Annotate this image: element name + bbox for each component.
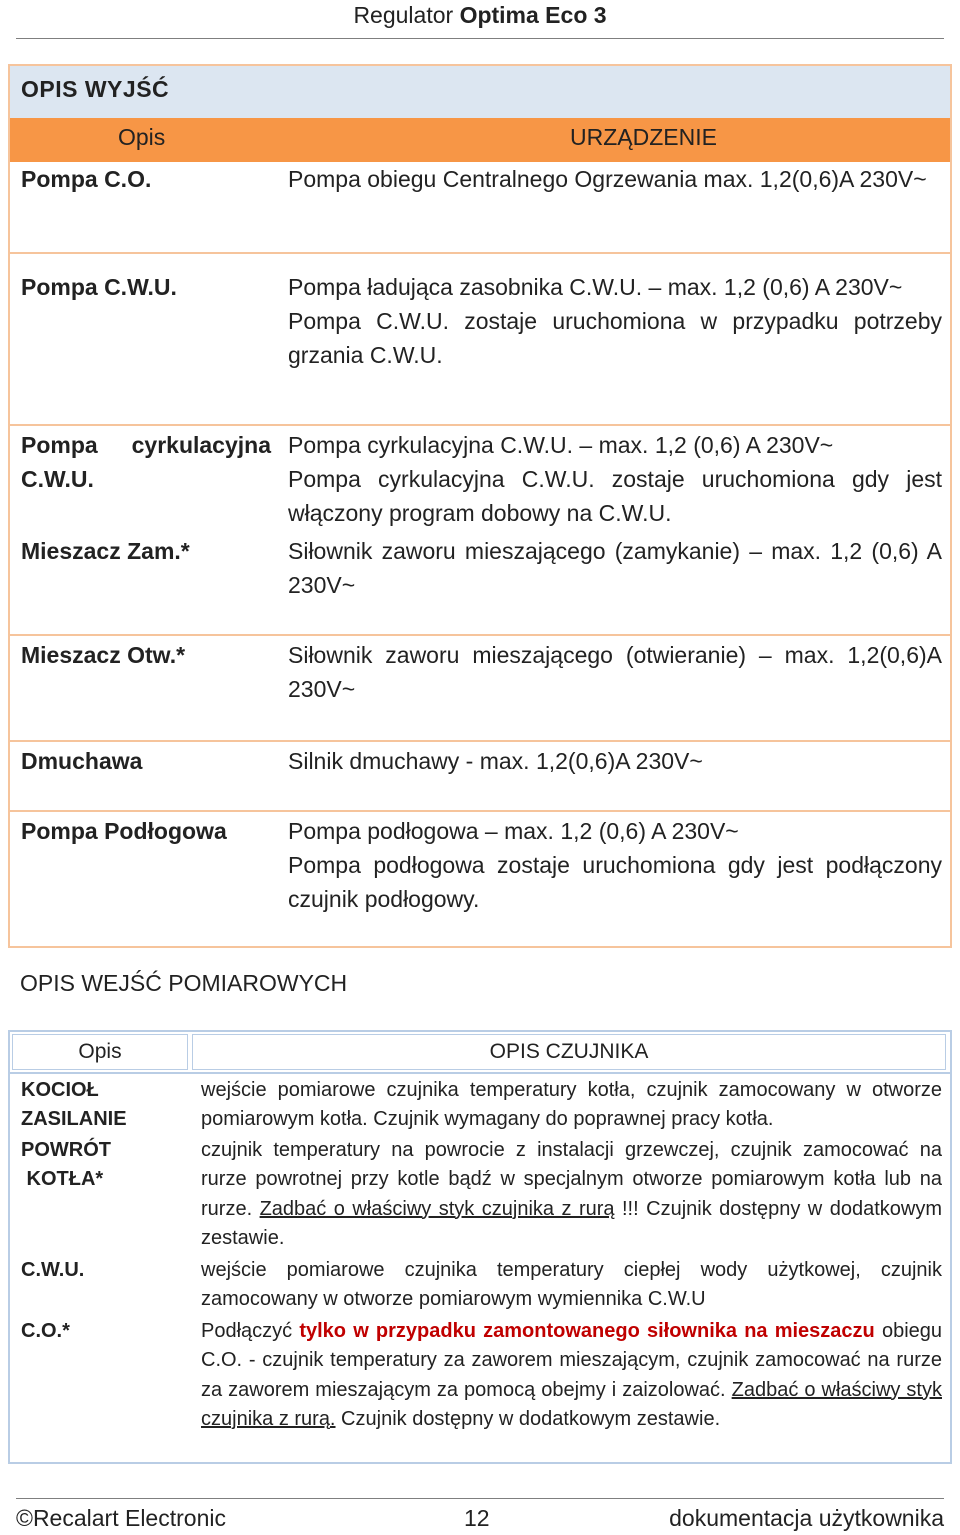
warning-text: tylko w przypadku zamontowanego siłownika na mieszaczu: [299, 1320, 875, 1342]
page-title: Regulator Optima Eco 3: [353, 2, 607, 28]
inputs-col-opis: Opis: [12, 1034, 188, 1070]
outputs-title: OPIS WYJŚĆ: [21, 76, 170, 102]
output-desc: Silnik dmuchawy - max. 1,2(0,6)A 230V~: [288, 748, 703, 774]
table-row: [10, 426, 950, 542]
page-footer: [16, 1498, 944, 1535]
table-row: [10, 742, 950, 812]
output-desc: Pompa podłogowa – max. 1,2 (0,6) A 230V~ Pompa podłogowa zostaje uruchomiona gdy jest podłączony czujnik podłogowy.: [288, 818, 942, 912]
table-row: [10, 1076, 950, 1136]
input-desc: Podłączyć tylko w przypadku zamontowanego siłownika na mieszaczu obiegu C.O. - czujnik temperatury za zaworem mieszającym, czujnik zamocować na rurze za zaworem mieszającym za pomocą obejmy i zaizolować. Zadbać o właściwy styk czujnika z rurą. Czujnik dostępny w dodatkowym zestawie.: [201, 1320, 943, 1430]
table-row: [10, 162, 950, 254]
outputs-header-row: [10, 118, 950, 162]
table-row: [10, 1256, 950, 1316]
page-number: 12: [464, 1505, 490, 1531]
output-label: Mieszacz Zam.*: [21, 538, 190, 564]
input-desc: wejście pomiarowe czujnika temperatury kotła, czujnik zamocowany w otworze pomiarowym kotła. Czujnik wymagany do poprawnej pracy kotła.: [201, 1079, 942, 1131]
output-desc: Pompa obiegu Centralnego Ogrzewania max. 1,2(0,6)A 230V~: [288, 166, 927, 192]
input-label: POWRÓT KOTŁA*: [21, 1139, 111, 1190]
inputs-table: [8, 1030, 952, 1464]
underlined-note: Zadbać o właściwy styk czujnika z rurą: [259, 1197, 615, 1220]
output-label: Pompa cyrkulacyjna C.W.U.: [21, 432, 271, 492]
output-desc: Siłownik zaworu mieszającego (zamykanie) – max. 1,2 (0,6) A 230V~: [288, 538, 942, 598]
outputs-title-bar: [10, 66, 950, 118]
output-label: Mieszacz Otw.*: [21, 642, 186, 668]
footer-doc-type: dokumentacja użytkownika: [669, 1505, 944, 1531]
inputs-col-sensor: OPIS CZUJNIKA: [192, 1034, 946, 1070]
table-row: [10, 1317, 950, 1463]
table-row: [10, 254, 950, 426]
output-desc: Siłownik zaworu mieszającego (otwieranie) – max. 1,2(0,6)A 230V~: [288, 642, 942, 702]
table-row: [10, 1136, 950, 1254]
input-label: C.W.U.: [21, 1259, 85, 1281]
output-label: Dmuchawa: [21, 748, 143, 774]
inputs-title: OPIS WEJŚĆ POMIAROWYCH: [20, 970, 348, 996]
outputs-col-opis: Opis: [118, 124, 166, 150]
input-desc: czujnik temperatury na powrocie z instalacji grzewczej, czujnik zamocować na rurze powrotnej przy kotle bądź w specjalnym otworze pomiarowym kotła lub na rurze. Zadbać o właściwy styk czujnika z rurą !!! Czujnik dostępny w dodatkowym zestawie.: [201, 1139, 942, 1249]
table-row: [10, 534, 950, 636]
input-label: KOCIOŁ ZASILANIE: [21, 1079, 127, 1130]
inputs-header-row: [10, 1032, 950, 1072]
output-label: Pompa C.O.: [21, 166, 152, 192]
output-desc: Pompa cyrkulacyjna C.W.U. – max. 1,2 (0,6) A 230V~ Pompa cyrkulacyjna C.W.U. zostaje uruchomiona gdy jest włączony program dobowy na C.W.U.: [288, 432, 942, 526]
table-row: [10, 636, 950, 742]
output-label: Pompa Podłogowa: [21, 818, 227, 844]
outputs-table: [8, 64, 952, 948]
input-desc: wejście pomiarowe czujnika temperatury ciepłej wody użytkowej, czujnik zamocowany w otworze pomiarowym wymiennika C.W.U: [201, 1259, 942, 1311]
input-label: C.O.*: [21, 1320, 70, 1342]
output-label: Pompa C.W.U.: [21, 274, 177, 300]
table-row: [10, 812, 950, 946]
header-divider: [10, 1072, 950, 1074]
underlined-note: Zadbać o właściwy styk czujnika z rurą.: [201, 1378, 942, 1430]
output-desc: Pompa ładująca zasobnika C.W.U. – max. 1,2 (0,6) A 230V~ Pompa C.W.U. zostaje uruchomiona w przypadku potrzeby grzania C.W.U.: [288, 274, 942, 368]
footer-company: ©Recalart Electronic: [16, 1505, 226, 1531]
page-header: [16, 0, 944, 39]
outputs-col-device: URZĄDZENIE: [570, 124, 717, 150]
